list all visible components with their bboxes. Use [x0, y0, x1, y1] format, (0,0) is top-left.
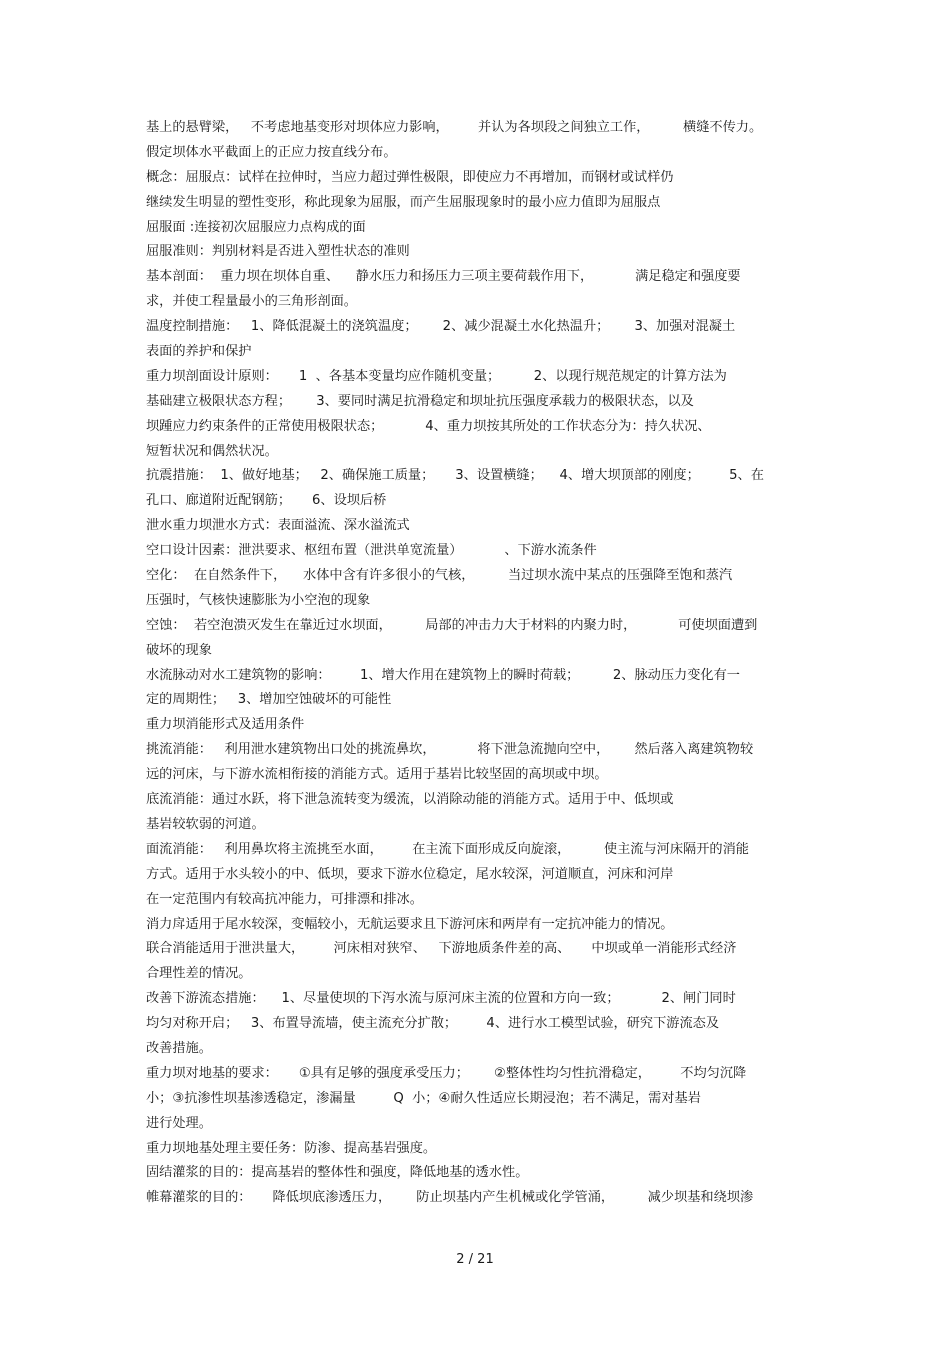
document-body	[146, 116, 806, 1211]
text-line: 在一定范围内有较高抗冲能力，可排漂和排冰。	[146, 891, 423, 907]
text-line: 屈服面 :连接初次屈服应力点构成的面	[146, 219, 366, 235]
text-line: 合理性差的情况。	[146, 966, 252, 982]
text-line: 假定坝体水平截面上的正应力按直线分布。	[146, 144, 397, 160]
text-line: 改善下游流态措施： 1、尽量使坝的下泻水流与原河床主流的位置和方向一致； 2、闸门同时	[146, 991, 736, 1007]
text-line: 均匀对称开启； 3、布置导流墙，使主流充分扩散； 4、进行水工模型试验，研究下游流态及	[146, 1016, 720, 1032]
text-line: 消力戽适用于尾水较深，变幅较小，无航运要求且下游河床和两岸有一定抗冲能力的情况。	[146, 916, 674, 932]
text-line: 进行处理。	[146, 1115, 212, 1131]
text-line: 重力坝对地基的要求： ①具有足够的强度承受压力； ②整体性均匀性抗滑稳定， 不均匀沉降	[146, 1065, 747, 1081]
page-number: 2 / 21	[456, 1252, 494, 1267]
text-line: 短暂状况和偶然状况。	[146, 443, 278, 459]
text-line: 基本剖面： 重力坝在坝体自重、 静水压力和扬压力三项主要荷载作用下， 满足稳定和强度要	[146, 269, 741, 285]
text-line: 抗震措施： 1、做好地基； 2、确保施工质量； 3、设置横缝； 4、增大坝顶部的刚度； 5、在	[146, 468, 764, 484]
text-line: 空蚀： 若空泡溃灭发生在靠近过水坝面， 局部的冲击力大于材料的内聚力时， 可使坝面遭到	[146, 617, 758, 633]
text-line: 定的周期性； 3、增加空蚀破坏的可能性	[146, 692, 392, 708]
text-line: 重力坝消能形式及适用条件	[146, 717, 305, 733]
text-line: 挑流消能： 利用泄水建筑物出口处的挑流鼻坎， 将下泄急流抛向空中， 然后落入离建筑物较	[146, 742, 754, 758]
text-line: 重力坝地基处理主要任务：防渗、提高基岩强度。	[146, 1140, 437, 1156]
text-line: 远的河床，与下游水流相衔接的消能方式。适用于基岩比较坚固的高坝或中坝。	[146, 767, 608, 783]
text-line: 改善措施。	[146, 1040, 212, 1056]
text-line: 屈服准则：判别材料是否进入塑性状态的准则	[146, 244, 410, 260]
text-line: 底流消能：通过水跃，将下泄急流转变为缓流，以消除动能的消能方式。适用于中、低坝或	[146, 792, 674, 808]
text-line: 帷幕灌浆的目的： 降低坝底渗透压力， 防止坝基内产生机械或化学管涌， 减少坝基和绕坝渗	[146, 1190, 754, 1206]
text-line: 联合消能适用于泄洪量大， 河床相对狭窄、 下游地质条件差的高、 中坝或单一消能形式经济	[146, 941, 737, 957]
text-line: 基岩较软弱的河道。	[146, 816, 265, 832]
text-line: 方式。适用于水头较小的中、低坝，要求下游水位稳定，尾水较深，河道顺直，河床和河岸	[146, 866, 674, 882]
text-line: 重力坝剖面设计原则： 1 、各基本变量均应作随机变量； 2、以现行规范规定的计算方法为	[146, 368, 727, 384]
text-line: 水流脉动对水工建筑物的影响： 1、增大作用在建筑物上的瞬时荷载； 2、脉动压力变化有一	[146, 667, 740, 683]
text-line: 小；③抗渗性坝基渗透稳定，渗漏量 Q 小；④耐久性适应长期浸泡；若不满足，需对基岩	[146, 1090, 701, 1106]
text-line: 压强时，气核快速膨胀为小空泡的现象	[146, 592, 371, 608]
text-line: 面流消能： 利用鼻坎将主流挑至水面， 在主流下面形成反向旋滚， 使主流与河床隔开的消能	[146, 841, 749, 857]
text-line: 坝踵应力约束条件的正常使用极限状态； 4、重力坝按其所处的工作状态分为：持久状况、	[146, 418, 711, 434]
text-line: 求，并使工程量最小的三角形剖面。	[146, 294, 357, 310]
text-line: 表面的养护和保护	[146, 344, 252, 360]
text-line: 空化： 在自然条件下， 水体中含有许多很小的气核， 当过坝水流中某点的压强降至饱和蒸汽	[146, 568, 733, 584]
text-line: 空口设计因素：泄洪要求、枢纽布置（泄洪单宽流量） 、下游水流条件	[146, 543, 597, 559]
text-line: 基上的悬臂梁， 不考虑地基变形对坝体应力影响， 并认为各坝段之间独立工作， 横缝不传力。	[146, 120, 763, 135]
text-line: 孔口、廊道附近配钢筋； 6、设坝后桥	[146, 493, 387, 509]
text-line: 基础建立极限状态方程； 3、要同时满足抗滑稳定和坝址抗压强度承载力的极限状态，以及	[146, 393, 694, 409]
text-line: 固结灌浆的目的：提高基岩的整体性和强度，降低地基的透水性。	[146, 1165, 529, 1181]
text-line: 破坏的现象	[146, 642, 212, 658]
text-line: 概念：屈服点：试样在拉伸时，当应力超过弹性极限，即使应力不再增加，而钢材或试样仍	[146, 169, 674, 185]
text-line: 继续发生明显的塑性变形，称此现象为屈服，而产生屈服现象时的最小应力值即为屈服点	[146, 194, 661, 210]
text-line: 温度控制措施： 1、降低混凝土的浇筑温度； 2、减少混凝土水化热温升； 3、加强对混凝土	[146, 319, 736, 335]
text-line: 泄水重力坝泄水方式：表面溢流、深水溢流式	[146, 518, 410, 534]
